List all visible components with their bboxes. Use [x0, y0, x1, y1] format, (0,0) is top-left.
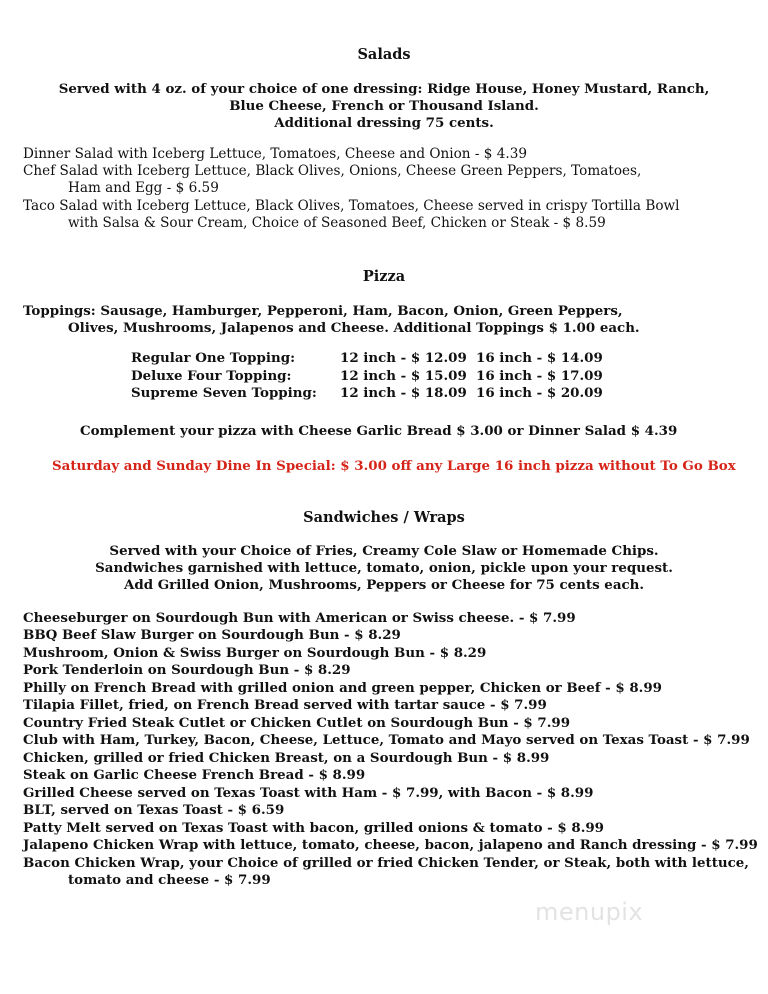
pizza-price-12: 12 inch - $ 12.09: [340, 350, 467, 366]
sandwich-item: Steak on Garlic Cheese French Bread - $ 8.99: [23, 767, 366, 783]
salad-item-dinner: Dinner Salad with Iceberg Lettuce, Tomatoes, Cheese and Onion - $ 4.39: [23, 146, 528, 162]
sandwich-item: Country Fried Steak Cutlet or Chicken Cutlet on Sourdough Bun - $ 7.99: [23, 715, 571, 731]
pizza-price-16: 16 inch - $ 14.09: [476, 350, 603, 366]
salads-heading: Salads: [357, 46, 411, 63]
sandwich-item-cont: tomato and cheese - $ 7.99: [68, 872, 271, 888]
sandwich-item: Bacon Chicken Wrap, your Choice of grilled or fried Chicken Tender, or Steak, both with lettuce,: [23, 855, 749, 871]
sandwiches-note-2: Sandwiches garnished with lettuce, tomato, onion, pickle upon your request.: [95, 560, 673, 576]
sandwich-item: Jalapeno Chicken Wrap with lettuce, tomato, cheese, bacon, jalapeno and Ranch dressing - $ 7.99: [23, 837, 758, 853]
pizza-heading: Pizza: [362, 268, 406, 285]
sandwich-item: BBQ Beef Slaw Burger on Sourdough Bun - $ 8.29: [23, 627, 401, 643]
salads-note-3: Additional dressing 75 cents.: [274, 115, 494, 131]
pizza-price-12: 12 inch - $ 18.09: [340, 385, 467, 401]
sandwich-item: Club with Ham, Turkey, Bacon, Cheese, Lettuce, Tomato and Mayo served on Texas Toast - $ 7.99: [23, 732, 750, 748]
salad-item-taco-cont: with Salsa & Sour Cream, Choice of Seasoned Beef, Chicken or Steak - $ 8.59: [68, 215, 606, 231]
sandwich-item: Tilapia Fillet, fried, on French Bread served with tartar sauce - $ 7.99: [23, 697, 547, 713]
sandwiches-note-3: Add Grilled Onion, Mushrooms, Peppers or Cheese for 75 cents each.: [123, 577, 645, 593]
pizza-price-16: 16 inch - $ 17.09: [476, 367, 603, 384]
sandwich-item: Mushroom, Onion & Swiss Burger on Sourdough Bun - $ 8.29: [23, 645, 487, 661]
pizza-toppings-1: Toppings: Sausage, Hamburger, Pepperoni, Ham, Bacon, Onion, Green Peppers,: [23, 303, 623, 319]
pizza-price-16: 16 inch - $ 20.09: [476, 385, 603, 401]
pizza-price-12: 12 inch - $ 15.09: [340, 367, 467, 384]
sandwich-item: Patty Melt served on Texas Toast with bacon, grilled onions & tomato - $ 8.99: [23, 820, 604, 836]
pizza-size-name: Deluxe Four Topping:: [131, 367, 292, 384]
sandwiches-heading: Sandwiches / Wraps: [303, 509, 465, 526]
sandwich-item: Pork Tenderloin on Sourdough Bun - $ 8.29: [23, 662, 351, 678]
pizza-toppings-2: Olives, Mushrooms, Jalapenos and Cheese. Additional Toppings $ 1.00 each.: [68, 320, 640, 336]
sandwiches-note-1: Served with your Choice of Fries, Creamy Cole Slaw or Homemade Chips.: [109, 543, 659, 559]
salads-note-1: Served with 4 oz. of your choice of one dressing: Ridge House, Honey Mustard, Ranch,: [58, 81, 710, 97]
sandwich-item: Cheeseburger on Sourdough Bun with American or Swiss cheese. - $ 7.99: [23, 610, 576, 626]
pizza-size-name: Supreme Seven Topping:: [131, 385, 317, 401]
salads-note-2: Blue Cheese, French or Thousand Island.: [229, 98, 539, 114]
sandwich-item: Grilled Cheese served on Texas Toast with Ham - $ 7.99, with Bacon - $ 8.99: [23, 785, 594, 801]
pizza-complement: Complement your pizza with Cheese Garlic Bread $ 3.00 or Dinner Salad $ 4.39: [80, 423, 678, 439]
salad-item-chef-cont: Ham and Egg - $ 6.59: [68, 180, 219, 196]
salad-item-taco: Taco Salad with Iceberg Lettuce, Black Olives, Tomatoes, Cheese served in crispy Tortilla Bowl: [23, 198, 680, 214]
pizza-price-row: [131, 385, 616, 403]
menupix-watermark: menupix: [535, 898, 644, 926]
sandwich-item: Chicken, grilled or fried Chicken Breast, on a Sourdough Bun - $ 8.99: [23, 750, 550, 766]
sandwich-item: Philly on French Bread with grilled onion and green pepper, Chicken or Beef - $ 8.99: [23, 680, 662, 696]
sandwich-item: BLT, served on Texas Toast - $ 6.59: [23, 802, 285, 818]
salad-item-chef: Chef Salad with Iceberg Lettuce, Black Olives, Onions, Cheese Green Peppers, Tomatoes,: [23, 163, 642, 179]
pizza-price-row: [131, 350, 616, 368]
pizza-price-table: [131, 350, 616, 403]
pizza-price-row: [131, 368, 616, 386]
pizza-size-name: Regular One Topping:: [131, 350, 296, 366]
pizza-weekend-special: Saturday and Sunday Dine In Special: $ 3.00 off any Large 16 inch pizza without To Go Box: [52, 458, 736, 474]
